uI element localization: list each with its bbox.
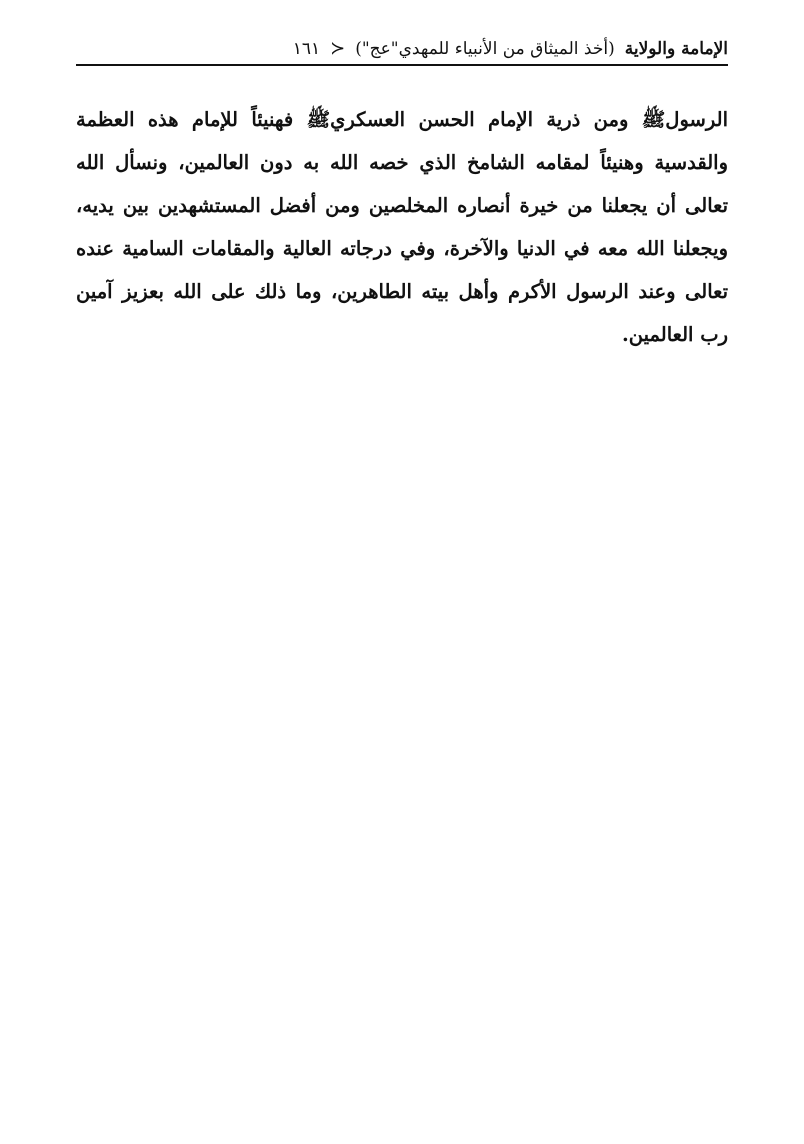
header-subtitle: (أخذ الميثاق من الأنبياء للمهدي"عج")	[355, 39, 615, 59]
running-header	[76, 34, 728, 66]
page-number: ١٦١	[292, 39, 321, 59]
body-paragraph: الرسولﷺ ومن ذرية الإمام الحسن العسكريﷺ فهنيئاً للإمام هذه العظمة والقدسية وهنيئاً لمقامه الشامخ الذي خصه الله به دون العالمين، ونسأل الله تعالى أن يجعلنا من خيرة أنصاره المخلصين ومن أفضل المستشهدين بين يديه، ويجعلنا الله معه في الدنيا والآخرة، وفي درجاته العالية والمقامات السامية عنده تعالى وعند الرسول الأكرم وأهل بيته الطاهرين، وما ذلك على الله بعزيز آمين رب العالمين.	[76, 107, 728, 346]
ornament-icon: ≺	[330, 37, 346, 59]
header-title: الإمامة والولاية	[624, 39, 728, 59]
